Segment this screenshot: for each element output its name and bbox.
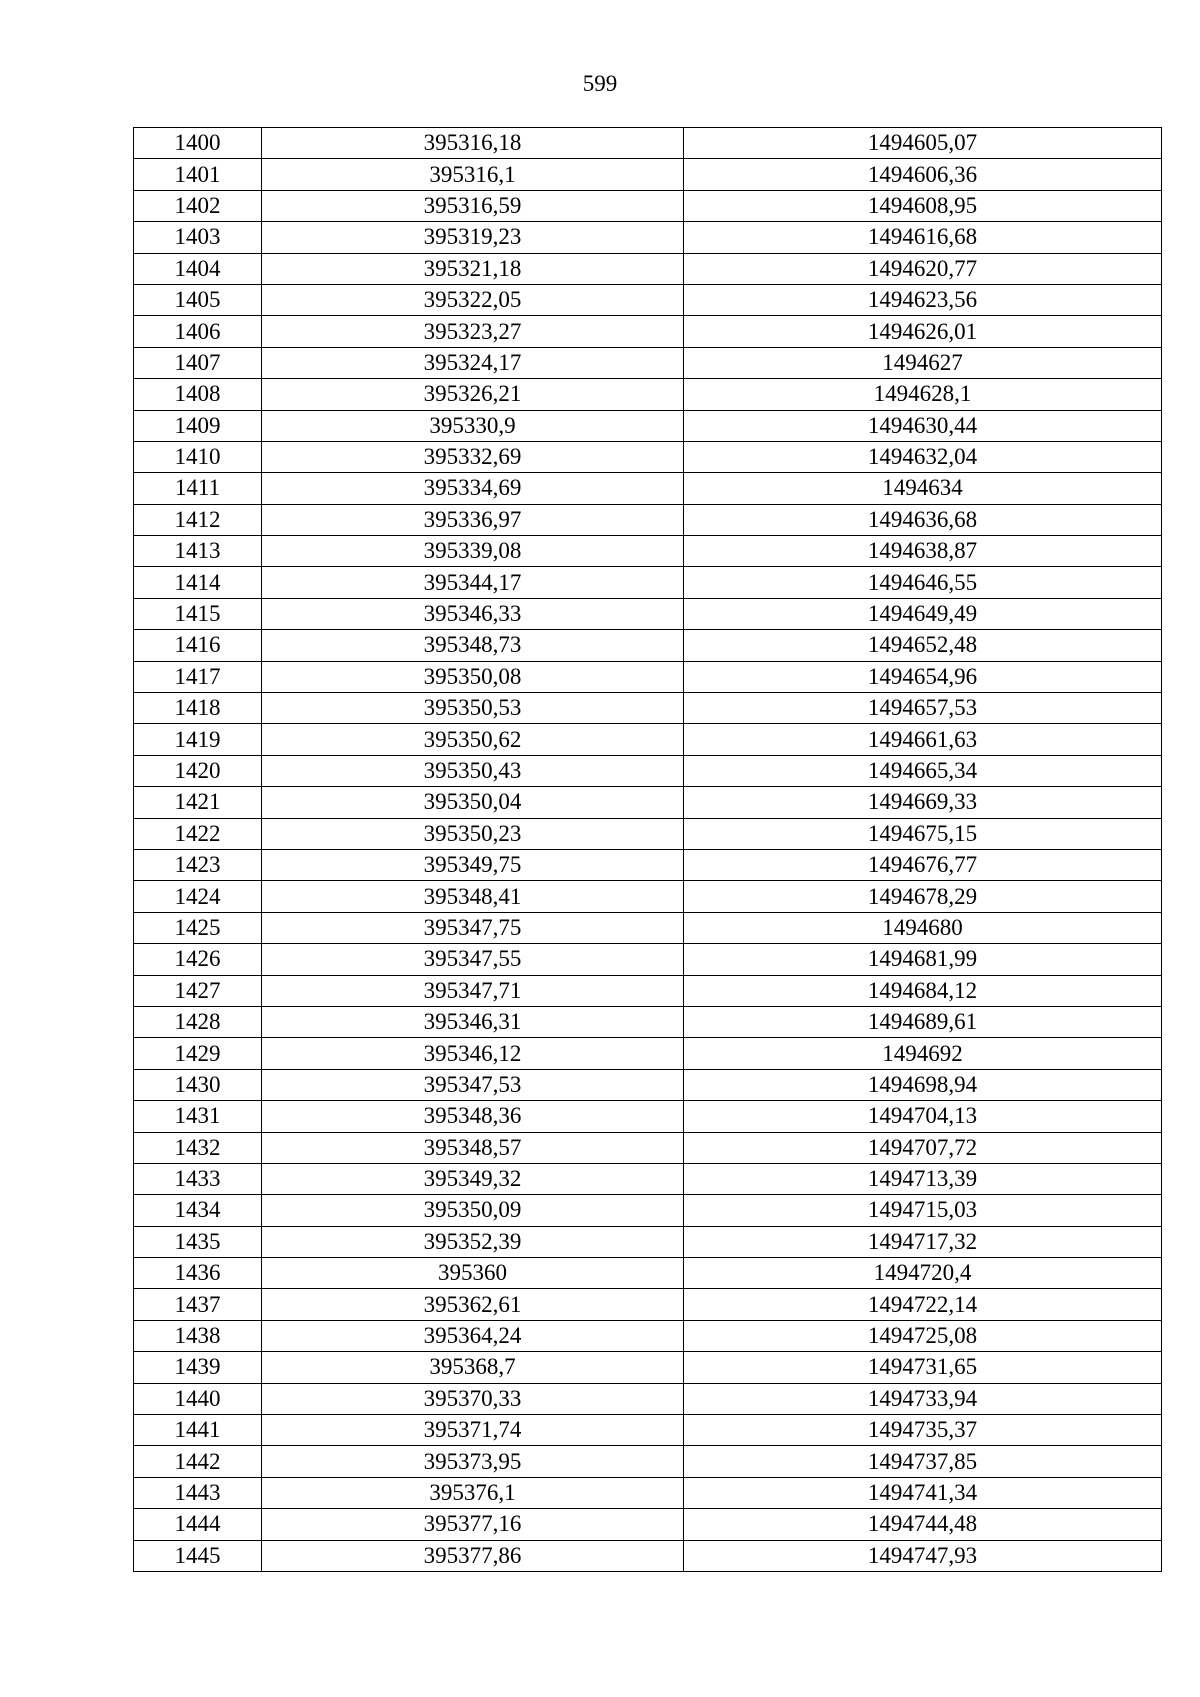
x-coordinate-cell: 395350,62 xyxy=(262,724,684,755)
x-coordinate-cell: 395377,86 xyxy=(262,1540,684,1571)
x-coordinate-cell: 395346,33 xyxy=(262,598,684,629)
point-number-cell: 1439 xyxy=(134,1352,262,1383)
x-coordinate-cell: 395350,08 xyxy=(262,661,684,692)
point-number-cell: 1413 xyxy=(134,536,262,567)
y-coordinate-cell: 1494661,63 xyxy=(684,724,1162,755)
x-coordinate-cell: 395376,1 xyxy=(262,1477,684,1508)
point-number-cell: 1423 xyxy=(134,849,262,880)
y-coordinate-cell: 1494636,68 xyxy=(684,504,1162,535)
y-coordinate-cell: 1494652,48 xyxy=(684,630,1162,661)
y-coordinate-cell: 1494731,65 xyxy=(684,1352,1162,1383)
table-row xyxy=(134,473,1162,504)
x-coordinate-cell: 395348,36 xyxy=(262,1101,684,1132)
y-coordinate-cell: 1494722,14 xyxy=(684,1289,1162,1320)
y-coordinate-cell: 1494649,49 xyxy=(684,598,1162,629)
x-coordinate-cell: 395362,61 xyxy=(262,1289,684,1320)
table-row xyxy=(134,975,1162,1006)
x-coordinate-cell: 395370,33 xyxy=(262,1383,684,1414)
table-row xyxy=(134,755,1162,786)
x-coordinate-cell: 395330,9 xyxy=(262,410,684,441)
point-number-cell: 1407 xyxy=(134,347,262,378)
table-row xyxy=(134,1446,1162,1477)
table-row xyxy=(134,1320,1162,1351)
x-coordinate-cell: 395347,71 xyxy=(262,975,684,1006)
x-coordinate-cell: 395350,09 xyxy=(262,1195,684,1226)
table-row xyxy=(134,849,1162,880)
point-number-cell: 1436 xyxy=(134,1258,262,1289)
x-coordinate-cell: 395364,24 xyxy=(262,1320,684,1351)
table-row xyxy=(134,661,1162,692)
y-coordinate-cell: 1494608,95 xyxy=(684,190,1162,221)
x-coordinate-cell: 395377,16 xyxy=(262,1509,684,1540)
x-coordinate-cell: 395348,57 xyxy=(262,1132,684,1163)
table-row xyxy=(134,1540,1162,1571)
table-row xyxy=(134,567,1162,598)
y-coordinate-cell: 1494692 xyxy=(684,1038,1162,1069)
table-row xyxy=(134,1226,1162,1257)
table-row xyxy=(134,787,1162,818)
y-coordinate-cell: 1494720,4 xyxy=(684,1258,1162,1289)
point-number-cell: 1400 xyxy=(134,128,262,159)
point-number-cell: 1425 xyxy=(134,912,262,943)
y-coordinate-cell: 1494606,36 xyxy=(684,159,1162,190)
x-coordinate-cell: 395344,17 xyxy=(262,567,684,598)
point-number-cell: 1440 xyxy=(134,1383,262,1414)
y-coordinate-cell: 1494681,99 xyxy=(684,944,1162,975)
x-coordinate-cell: 395347,53 xyxy=(262,1069,684,1100)
table-row xyxy=(134,1509,1162,1540)
table-row xyxy=(134,1415,1162,1446)
y-coordinate-cell: 1494678,29 xyxy=(684,881,1162,912)
x-coordinate-cell: 395324,17 xyxy=(262,347,684,378)
table-row xyxy=(134,1258,1162,1289)
point-number-cell: 1441 xyxy=(134,1415,262,1446)
table-row xyxy=(134,1006,1162,1037)
point-number-cell: 1426 xyxy=(134,944,262,975)
table-row xyxy=(134,1289,1162,1320)
table-row xyxy=(134,1101,1162,1132)
x-coordinate-cell: 395350,23 xyxy=(262,818,684,849)
y-coordinate-cell: 1494744,48 xyxy=(684,1509,1162,1540)
table-row xyxy=(134,347,1162,378)
point-number-cell: 1424 xyxy=(134,881,262,912)
y-coordinate-cell: 1494698,94 xyxy=(684,1069,1162,1100)
point-number-cell: 1412 xyxy=(134,504,262,535)
x-coordinate-cell: 395319,23 xyxy=(262,222,684,253)
point-number-cell: 1428 xyxy=(134,1006,262,1037)
x-coordinate-cell: 395348,73 xyxy=(262,630,684,661)
coordinates-table-body xyxy=(134,128,1162,1572)
point-number-cell: 1427 xyxy=(134,975,262,1006)
y-coordinate-cell: 1494620,77 xyxy=(684,253,1162,284)
y-coordinate-cell: 1494605,07 xyxy=(684,128,1162,159)
point-number-cell: 1443 xyxy=(134,1477,262,1508)
coordinates-table xyxy=(133,127,1162,1572)
table-row xyxy=(134,504,1162,535)
point-number-cell: 1405 xyxy=(134,284,262,315)
x-coordinate-cell: 395349,75 xyxy=(262,849,684,880)
table-row xyxy=(134,630,1162,661)
y-coordinate-cell: 1494715,03 xyxy=(684,1195,1162,1226)
y-coordinate-cell: 1494735,37 xyxy=(684,1415,1162,1446)
table-row xyxy=(134,1038,1162,1069)
page-number: 599 xyxy=(582,71,618,96)
table-row xyxy=(134,881,1162,912)
y-coordinate-cell: 1494741,34 xyxy=(684,1477,1162,1508)
point-number-cell: 1415 xyxy=(134,598,262,629)
table-row xyxy=(134,128,1162,159)
point-number-cell: 1406 xyxy=(134,316,262,347)
y-coordinate-cell: 1494737,85 xyxy=(684,1446,1162,1477)
table-row xyxy=(134,410,1162,441)
point-number-cell: 1421 xyxy=(134,787,262,818)
x-coordinate-cell: 395334,69 xyxy=(262,473,684,504)
point-number-cell: 1437 xyxy=(134,1289,262,1320)
table-row xyxy=(134,316,1162,347)
x-coordinate-cell: 395352,39 xyxy=(262,1226,684,1257)
y-coordinate-cell: 1494689,61 xyxy=(684,1006,1162,1037)
table-row xyxy=(134,1163,1162,1194)
point-number-cell: 1422 xyxy=(134,818,262,849)
y-coordinate-cell: 1494628,1 xyxy=(684,379,1162,410)
x-coordinate-cell: 395348,41 xyxy=(262,881,684,912)
y-coordinate-cell: 1494646,55 xyxy=(684,567,1162,598)
point-number-cell: 1414 xyxy=(134,567,262,598)
point-number-cell: 1404 xyxy=(134,253,262,284)
x-coordinate-cell: 395322,05 xyxy=(262,284,684,315)
x-coordinate-cell: 395316,59 xyxy=(262,190,684,221)
x-coordinate-cell: 395316,18 xyxy=(262,128,684,159)
y-coordinate-cell: 1494733,94 xyxy=(684,1383,1162,1414)
y-coordinate-cell: 1494725,08 xyxy=(684,1320,1162,1351)
point-number-cell: 1417 xyxy=(134,661,262,692)
point-number-cell: 1408 xyxy=(134,379,262,410)
x-coordinate-cell: 395350,04 xyxy=(262,787,684,818)
table-row xyxy=(134,222,1162,253)
point-number-cell: 1430 xyxy=(134,1069,262,1100)
y-coordinate-cell: 1494634 xyxy=(684,473,1162,504)
table-row xyxy=(134,944,1162,975)
table-row xyxy=(134,536,1162,567)
x-coordinate-cell: 395321,18 xyxy=(262,253,684,284)
y-coordinate-cell: 1494654,96 xyxy=(684,661,1162,692)
table-row xyxy=(134,441,1162,472)
y-coordinate-cell: 1494747,93 xyxy=(684,1540,1162,1571)
y-coordinate-cell: 1494704,13 xyxy=(684,1101,1162,1132)
y-coordinate-cell: 1494630,44 xyxy=(684,410,1162,441)
point-number-cell: 1435 xyxy=(134,1226,262,1257)
table-row xyxy=(134,1383,1162,1414)
point-number-cell: 1433 xyxy=(134,1163,262,1194)
point-number-cell: 1432 xyxy=(134,1132,262,1163)
table-row xyxy=(134,253,1162,284)
table-row xyxy=(134,598,1162,629)
y-coordinate-cell: 1494680 xyxy=(684,912,1162,943)
point-number-cell: 1438 xyxy=(134,1320,262,1351)
table-row xyxy=(134,1069,1162,1100)
point-number-cell: 1444 xyxy=(134,1509,262,1540)
y-coordinate-cell: 1494627 xyxy=(684,347,1162,378)
point-number-cell: 1431 xyxy=(134,1101,262,1132)
y-coordinate-cell: 1494665,34 xyxy=(684,755,1162,786)
point-number-cell: 1410 xyxy=(134,441,262,472)
table-row xyxy=(134,379,1162,410)
y-coordinate-cell: 1494717,32 xyxy=(684,1226,1162,1257)
x-coordinate-cell: 395349,32 xyxy=(262,1163,684,1194)
point-number-cell: 1445 xyxy=(134,1540,262,1571)
y-coordinate-cell: 1494623,56 xyxy=(684,284,1162,315)
y-coordinate-cell: 1494707,72 xyxy=(684,1132,1162,1163)
point-number-cell: 1401 xyxy=(134,159,262,190)
point-number-cell: 1403 xyxy=(134,222,262,253)
x-coordinate-cell: 395336,97 xyxy=(262,504,684,535)
y-coordinate-cell: 1494713,39 xyxy=(684,1163,1162,1194)
table-row xyxy=(134,1477,1162,1508)
y-coordinate-cell: 1494676,77 xyxy=(684,849,1162,880)
x-coordinate-cell: 395346,12 xyxy=(262,1038,684,1069)
point-number-cell: 1419 xyxy=(134,724,262,755)
x-coordinate-cell: 395373,95 xyxy=(262,1446,684,1477)
y-coordinate-cell: 1494626,01 xyxy=(684,316,1162,347)
table-row xyxy=(134,693,1162,724)
point-number-cell: 1434 xyxy=(134,1195,262,1226)
table-row xyxy=(134,818,1162,849)
point-number-cell: 1420 xyxy=(134,755,262,786)
point-number-cell: 1409 xyxy=(134,410,262,441)
y-coordinate-cell: 1494669,33 xyxy=(684,787,1162,818)
point-number-cell: 1429 xyxy=(134,1038,262,1069)
y-coordinate-cell: 1494638,87 xyxy=(684,536,1162,567)
table-row xyxy=(134,190,1162,221)
x-coordinate-cell: 395346,31 xyxy=(262,1006,684,1037)
y-coordinate-cell: 1494616,68 xyxy=(684,222,1162,253)
table-row xyxy=(134,1195,1162,1226)
x-coordinate-cell: 395347,55 xyxy=(262,944,684,975)
table-row xyxy=(134,1132,1162,1163)
x-coordinate-cell: 395339,08 xyxy=(262,536,684,567)
y-coordinate-cell: 1494684,12 xyxy=(684,975,1162,1006)
table-row xyxy=(134,724,1162,755)
point-number-cell: 1402 xyxy=(134,190,262,221)
x-coordinate-cell: 395323,27 xyxy=(262,316,684,347)
point-number-cell: 1418 xyxy=(134,693,262,724)
x-coordinate-cell: 395332,69 xyxy=(262,441,684,472)
x-coordinate-cell: 395350,53 xyxy=(262,693,684,724)
y-coordinate-cell: 1494657,53 xyxy=(684,693,1162,724)
table-row xyxy=(134,159,1162,190)
table-row xyxy=(134,284,1162,315)
x-coordinate-cell: 395360 xyxy=(262,1258,684,1289)
x-coordinate-cell: 395326,21 xyxy=(262,379,684,410)
x-coordinate-cell: 395371,74 xyxy=(262,1415,684,1446)
x-coordinate-cell: 395350,43 xyxy=(262,755,684,786)
point-number-cell: 1411 xyxy=(134,473,262,504)
point-number-cell: 1442 xyxy=(134,1446,262,1477)
table-row xyxy=(134,912,1162,943)
table-row xyxy=(134,1352,1162,1383)
point-number-cell: 1416 xyxy=(134,630,262,661)
y-coordinate-cell: 1494675,15 xyxy=(684,818,1162,849)
x-coordinate-cell: 395316,1 xyxy=(262,159,684,190)
x-coordinate-cell: 395347,75 xyxy=(262,912,684,943)
x-coordinate-cell: 395368,7 xyxy=(262,1352,684,1383)
y-coordinate-cell: 1494632,04 xyxy=(684,441,1162,472)
